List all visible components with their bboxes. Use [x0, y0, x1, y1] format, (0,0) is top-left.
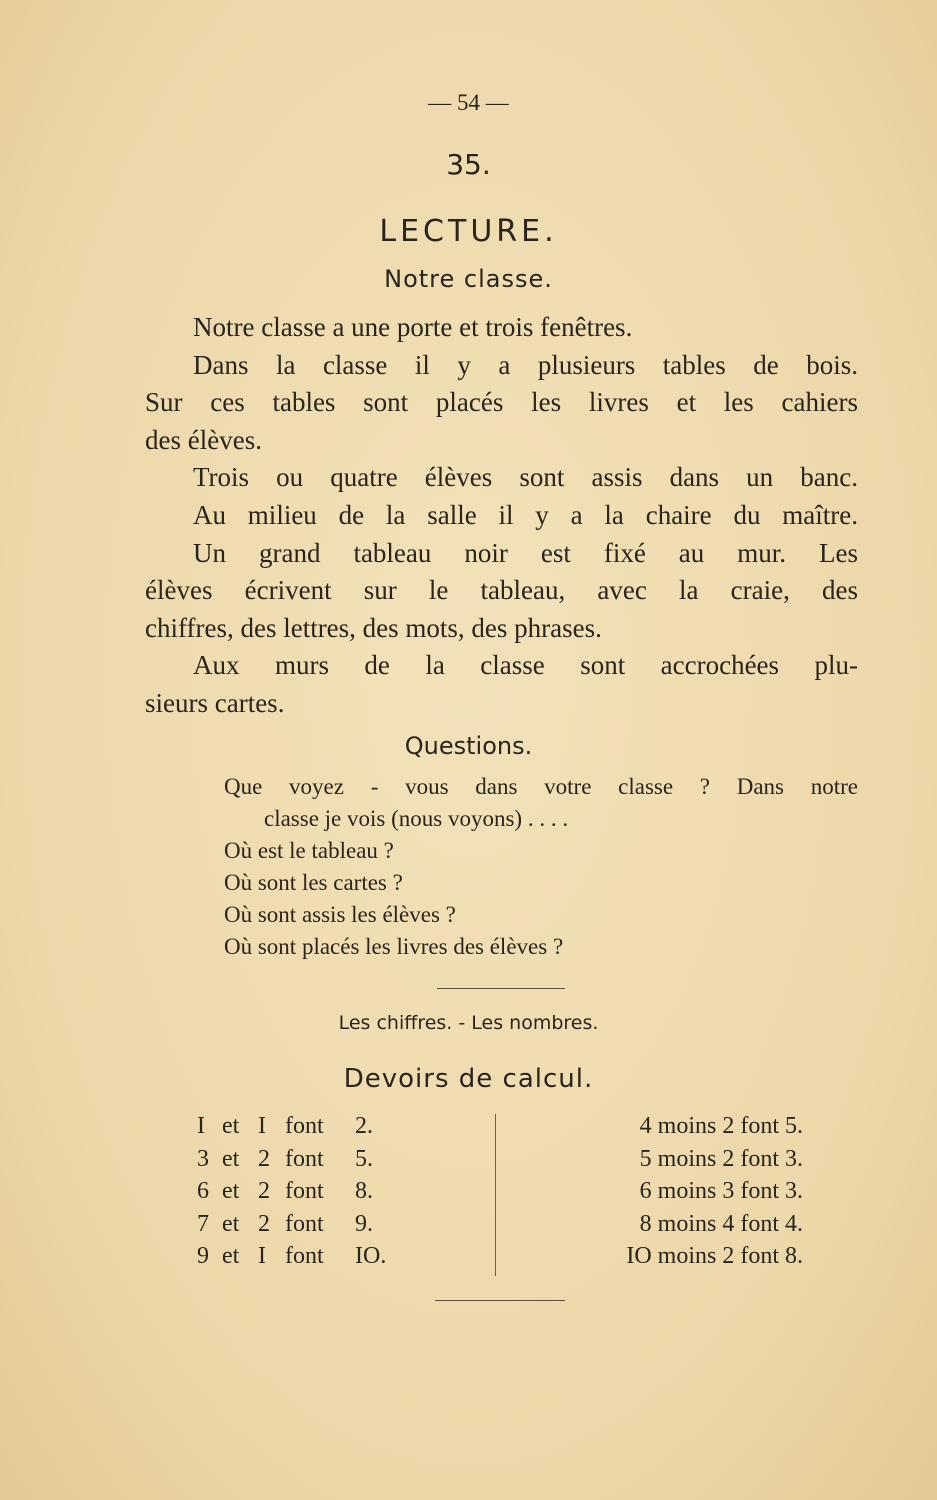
addition-cell: font	[285, 1243, 324, 1269]
question-line: Où sont assis les élèves ?	[224, 902, 456, 927]
addition-cell: et	[222, 1210, 240, 1237]
addition-cell: 5.	[355, 1145, 373, 1172]
addition-cell: IO.	[355, 1243, 387, 1269]
question-line: Où sont placés les livres des élèves ?	[224, 934, 564, 959]
reading-line: Trois ou quatre élèves sont assis dans un banc.	[193, 462, 858, 493]
calc-title: Devoirs de calcul.	[343, 1064, 594, 1094]
reading-line: sieurs cartes.	[145, 688, 285, 718]
subtraction-row: IO moins 2 font 8.	[626, 1243, 803, 1269]
addition-cell: 6	[197, 1178, 209, 1204]
addition-cell: font	[285, 1178, 324, 1204]
reading-title: Notre classe.	[384, 265, 553, 293]
addition-cell: 2	[258, 1210, 270, 1237]
reading-line: Dans la classe il y a plusieurs tables de bois.	[193, 349, 858, 380]
reading-line: des élèves.	[145, 424, 262, 455]
addition-cell: font	[285, 1145, 324, 1172]
addition-cell: et	[222, 1113, 240, 1139]
divider	[437, 988, 565, 989]
subtraction-row: 4 moins 2 font 5.	[639, 1113, 803, 1139]
numbers-title: Les chiffres. - Les nombres.	[338, 1012, 599, 1034]
column-divider	[495, 1114, 496, 1276]
addition-cell: font	[285, 1210, 324, 1237]
reading-line: Notre classe a une porte et trois fenêtres.	[193, 312, 633, 342]
question-line: classe je vois (nous voyons) . . . .	[264, 806, 569, 831]
reading-line: Aux murs de la classe sont accrochées plu-	[193, 650, 858, 681]
addition-cell: 3	[197, 1145, 209, 1172]
addition-cell: 9.	[355, 1210, 373, 1237]
addition-cell: et	[222, 1243, 240, 1269]
addition-cell: I	[197, 1113, 205, 1139]
question-line: Que voyez - vous dans votre classe ? Dans notre	[224, 774, 858, 799]
question-line: Où est le tableau ?	[224, 838, 394, 863]
lesson-number: 35.	[446, 148, 491, 181]
addition-cell: et	[222, 1178, 240, 1204]
reading-line: élèves écrivent sur le tableau, avec la craie, des	[145, 575, 858, 606]
subtraction-row: 6 moins 3 font 3.	[639, 1178, 803, 1204]
question-line: Où sont les cartes ?	[224, 870, 403, 895]
addition-cell: I	[258, 1113, 266, 1139]
subtraction-row: 5 moins 2 font 3.	[639, 1145, 803, 1172]
addition-cell: 8.	[355, 1178, 373, 1204]
page-number: — 54 —	[428, 90, 509, 115]
reading-line: Sur ces tables sont placés les livres et les cahiers	[145, 387, 858, 418]
reading-line: chiffres, des lettres, des mots, des phrases.	[145, 612, 602, 643]
addition-cell: 2	[258, 1178, 270, 1204]
addition-cell: 2	[258, 1145, 270, 1172]
addition-cell: 7	[197, 1210, 209, 1237]
addition-cell: I	[258, 1243, 266, 1269]
divider	[435, 1300, 565, 1301]
section-title: LECTURE.	[379, 214, 558, 249]
addition-cell: 9	[197, 1243, 209, 1269]
addition-cell: 2.	[355, 1113, 373, 1139]
addition-cell: font	[285, 1113, 324, 1139]
reading-line: Un grand tableau noir est fixé au mur. Les	[193, 537, 858, 568]
addition-cell: et	[222, 1145, 240, 1172]
subtraction-row: 8 moins 4 font 4.	[639, 1210, 803, 1237]
reading-line: Au milieu de la salle il y a la chaire du maître.	[193, 500, 858, 530]
questions-title: Questions.	[404, 732, 533, 760]
